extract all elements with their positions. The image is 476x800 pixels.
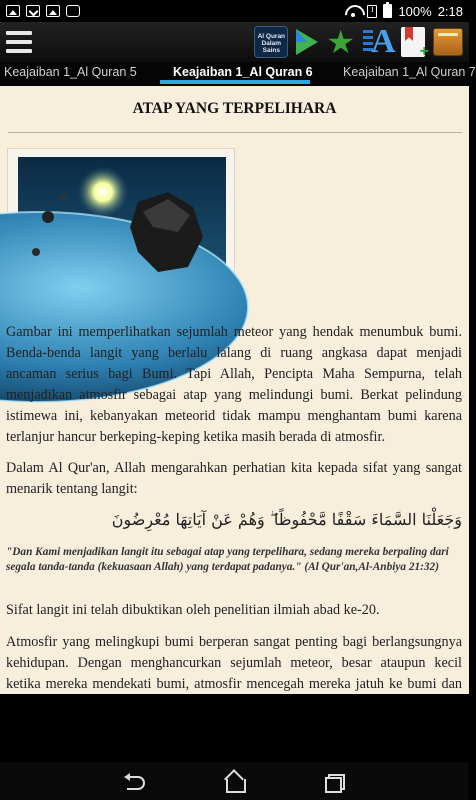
paragraph-3: Sifat langit ini telah dibuktikan oleh penelitian ilmiah abad ke-20. bbox=[6, 602, 380, 618]
home-icon[interactable] bbox=[222, 770, 246, 792]
recent-apps-icon[interactable] bbox=[322, 770, 346, 792]
tab-current[interactable]: Keajaiban 1_Al Quran 6 bbox=[173, 65, 313, 79]
tab-next[interactable]: Keajaiban 1_Al Quran 7 bbox=[343, 65, 476, 79]
store-notification-icon bbox=[66, 5, 80, 17]
paragraph-2: Dalam Al Qur'an, Allah mengarahkan perhatian kita kepada sifat yang sangat menarik tentang langit: bbox=[6, 460, 462, 497]
paragraph-1: Gambar ini memperlihatkan sejumlah meteor yang hendak menumbuk bumi. Benda-benda langit yang berlalu lalang di ruang angkasa dapat menjadi ancaman serius bagi Bumi. Tapi Allah, Pencipta Maha Sempurna, telah menjadikan atmosfir sebagai atap yang melindungi bumi. Berkat pelindung istimewa ini, kebanyakan meteorid tidak mampu menghantam bumi karena terlanjur hancur berkeping-keping ketika masih berada di atmosfir. bbox=[6, 324, 462, 445]
sim-icon: ! bbox=[367, 5, 377, 18]
star-icon[interactable]: ★ bbox=[326, 24, 355, 60]
title-divider bbox=[8, 132, 462, 133]
meteor-over-earth-image bbox=[7, 148, 235, 309]
book-icon[interactable] bbox=[433, 28, 463, 56]
add-bookmark-icon[interactable] bbox=[401, 27, 425, 57]
wifi-icon bbox=[345, 5, 361, 17]
battery-percent: 100% bbox=[398, 3, 432, 19]
menu-icon[interactable] bbox=[6, 31, 32, 53]
font-size-icon[interactable]: A bbox=[363, 26, 393, 58]
app-logo[interactable]: Al Quran Dalam Sains bbox=[254, 26, 288, 58]
gallery-notification-icon bbox=[46, 5, 60, 17]
status-bar bbox=[0, 0, 469, 22]
play-store-icon[interactable] bbox=[296, 29, 318, 55]
tab-previous[interactable]: Keajaiban 1_Al Quran 5 bbox=[4, 65, 137, 79]
verse-translation: "Dan Kami menjadikan langit itu sebagai atap yang terpelihara, sedang mereka berpaling dari segala tanda-tanda (kekuasaan Allah) yang terdapat padanya." (Al Qur'an,Al-Anbiya 21:32) bbox=[6, 546, 449, 573]
tab-indicator bbox=[160, 80, 310, 84]
navigation-bar bbox=[0, 762, 469, 800]
page-title: ATAP YANG TERPELIHARA bbox=[132, 100, 337, 117]
back-icon[interactable] bbox=[123, 770, 147, 792]
clock: 2:18 bbox=[437, 3, 463, 19]
download-notification-icon bbox=[26, 5, 40, 17]
paragraph-4: Atmosfir yang melingkupi bumi berperan sangat penting bagi berlangsungnya kehidupan. Dengan menghancurkan sejumlah meteor, besar ataupun kecil ketika mereka mendekati bumi, atmosfir mencegah mereka jatuh ke bumi dan bbox=[6, 634, 462, 692]
article-content[interactable] bbox=[0, 86, 469, 694]
battery-icon bbox=[383, 4, 392, 18]
empty-area bbox=[0, 694, 469, 762]
action-bar bbox=[0, 22, 469, 62]
image-notification-icon bbox=[6, 5, 20, 17]
arabic-verse: وَجَعَلْنَا السَّمَاءَ سَقْفًا مَّحْفُوظًا ۖ وَهُمْ عَنْ آيَاتِهَا مُعْرِضُونَ bbox=[111, 510, 462, 529]
notification-icons bbox=[6, 5, 80, 17]
